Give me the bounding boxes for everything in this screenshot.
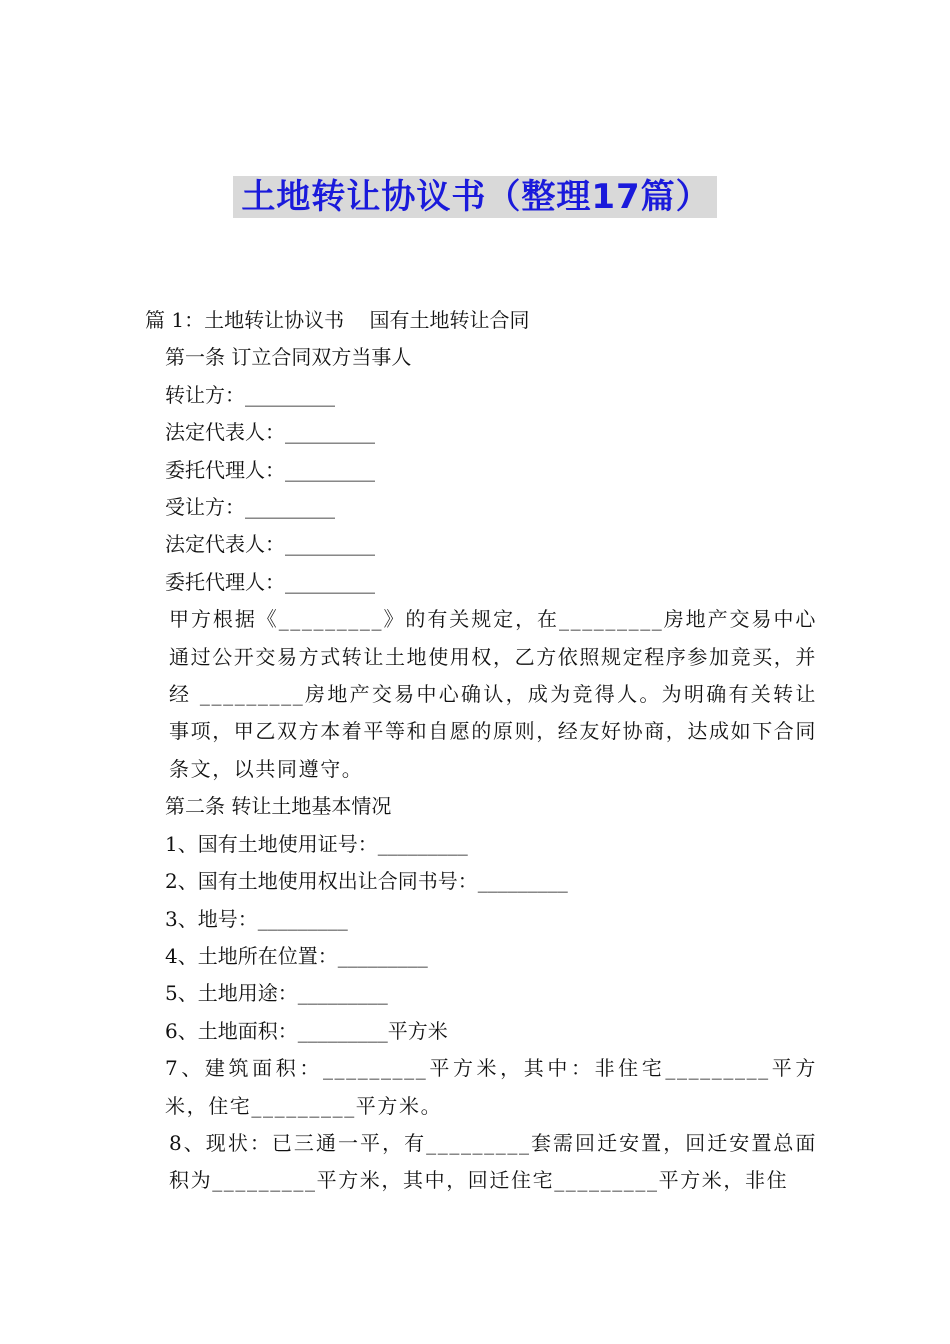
body-line: 法定代表人：_________ bbox=[165, 420, 375, 445]
document-title: 土地转让协议书（整理17篇） bbox=[233, 176, 716, 218]
body-line: 5、土地用途：_________ bbox=[165, 981, 388, 1006]
body-line: 转让方：_________ bbox=[165, 382, 335, 407]
body-line: 4、土地所在位置：_________ bbox=[165, 943, 428, 968]
body-line: 受让方：_________ bbox=[165, 495, 335, 520]
body-line: 1、国有土地使用证号：_________ bbox=[165, 831, 468, 856]
body-line: 法定代表人：_________ bbox=[165, 532, 375, 557]
body-line: 3、地号：_________ bbox=[165, 906, 348, 931]
body-paragraph: 8、现状：已三通一平，有_________套需回迁安置，回迁安置总面积为_________平方米，其中，回迁住宅_________平方米，非住 bbox=[169, 1130, 817, 1193]
title-container bbox=[0, 176, 950, 218]
body-paragraph: 甲方根据《_________》的有关规定，在_________房地产交易中心通过公开交易方式转让土地使用权，乙方依照规定程序参加竞买，并经 _________房地产交易中心确认，成为竞得人。为明确有关转让事项，甲乙双方本着平等和自愿的原则，经友好协商，达成如下合同条文，以共同遵守。 bbox=[169, 607, 817, 781]
body-line: 第二条 转让土地基本情况 bbox=[165, 794, 392, 819]
body-paragraph: 7、建筑面积：_________平方米，其中：非住宅_________平方米，住宅_________平方米。 bbox=[165, 1056, 817, 1118]
body-line: 委托代理人：_________ bbox=[165, 569, 375, 594]
body-line: 篇 1：土地转让协议书 国有土地转让合同 bbox=[145, 308, 530, 332]
document-body bbox=[145, 302, 817, 1200]
body-line: 委托代理人：_________ bbox=[165, 457, 375, 482]
body-line: 第一条 订立合同双方当事人 bbox=[165, 345, 412, 370]
body-line: 6、土地面积：_________平方米 bbox=[165, 1018, 448, 1043]
body-line: 2、国有土地使用权出让合同书号：_________ bbox=[165, 869, 568, 894]
